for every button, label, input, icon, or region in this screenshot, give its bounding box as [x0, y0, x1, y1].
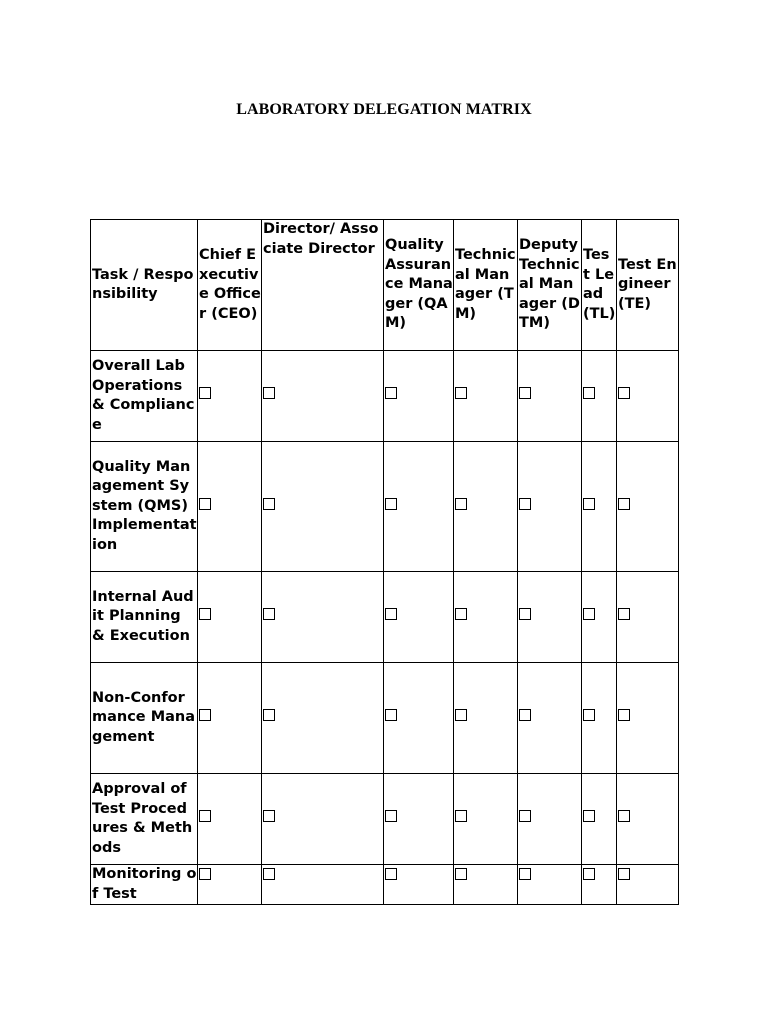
column-header-director: Director/ Associate Director	[262, 220, 384, 351]
task-cell: Overall Lab Operations & Compliance	[91, 351, 198, 442]
checkbox-cell[interactable]	[518, 774, 582, 865]
checkbox-cell[interactable]	[454, 351, 518, 442]
checkbox-icon[interactable]	[385, 498, 397, 510]
checkbox-icon[interactable]	[455, 709, 467, 721]
checkbox-cell[interactable]	[262, 442, 384, 572]
checkbox-icon[interactable]	[618, 709, 630, 721]
checkbox-cell[interactable]	[617, 865, 679, 905]
checkbox-cell[interactable]	[617, 572, 679, 663]
checkbox-cell[interactable]	[384, 865, 454, 905]
checkbox-cell[interactable]	[582, 572, 617, 663]
checkbox-icon[interactable]	[385, 709, 397, 721]
checkbox-cell[interactable]	[198, 774, 262, 865]
checkbox-cell[interactable]	[384, 663, 454, 774]
checkbox-icon[interactable]	[455, 608, 467, 620]
table-row	[91, 865, 679, 905]
task-cell: Non-Conformance Management	[91, 663, 198, 774]
checkbox-cell[interactable]	[617, 774, 679, 865]
checkbox-icon[interactable]	[199, 868, 211, 880]
checkbox-icon[interactable]	[618, 608, 630, 620]
checkbox-cell[interactable]	[582, 865, 617, 905]
checkbox-icon[interactable]	[618, 387, 630, 399]
checkbox-cell[interactable]	[617, 663, 679, 774]
checkbox-cell[interactable]	[262, 572, 384, 663]
checkbox-icon[interactable]	[618, 868, 630, 880]
checkbox-cell[interactable]	[384, 774, 454, 865]
checkbox-icon[interactable]	[519, 498, 531, 510]
checkbox-icon[interactable]	[455, 810, 467, 822]
checkbox-icon[interactable]	[385, 810, 397, 822]
checkbox-cell[interactable]	[262, 865, 384, 905]
column-header-te: Test Engineer (TE)	[617, 220, 679, 351]
document-title: LABORATORY DELEGATION MATRIX	[236, 101, 532, 118]
checkbox-icon[interactable]	[519, 608, 531, 620]
checkbox-icon[interactable]	[263, 810, 275, 822]
checkbox-cell[interactable]	[518, 351, 582, 442]
column-header-dtm: Deputy Technical Manager (DTM)	[518, 220, 582, 351]
checkbox-icon[interactable]	[455, 868, 467, 880]
checkbox-icon[interactable]	[199, 810, 211, 822]
checkbox-icon[interactable]	[263, 868, 275, 880]
table-row	[91, 663, 679, 774]
checkbox-cell[interactable]	[582, 442, 617, 572]
checkbox-cell[interactable]	[518, 442, 582, 572]
checkbox-cell[interactable]	[454, 442, 518, 572]
checkbox-icon[interactable]	[199, 608, 211, 620]
checkbox-cell[interactable]	[518, 572, 582, 663]
checkbox-cell[interactable]	[198, 351, 262, 442]
checkbox-cell[interactable]	[454, 865, 518, 905]
checkbox-icon[interactable]	[583, 498, 595, 510]
table-row	[91, 351, 679, 442]
checkbox-cell[interactable]	[518, 865, 582, 905]
checkbox-cell[interactable]	[582, 351, 617, 442]
checkbox-cell[interactable]	[198, 572, 262, 663]
column-header-task: Task / Responsibility	[91, 220, 198, 351]
checkbox-cell[interactable]	[384, 572, 454, 663]
column-header-qam: Quality Assurance Manager (QAM)	[384, 220, 454, 351]
table-row	[91, 774, 679, 865]
checkbox-icon[interactable]	[519, 709, 531, 721]
checkbox-icon[interactable]	[199, 387, 211, 399]
checkbox-icon[interactable]	[263, 498, 275, 510]
checkbox-cell[interactable]	[582, 774, 617, 865]
checkbox-icon[interactable]	[583, 387, 595, 399]
column-header-tl: Test Lead (TL)	[582, 220, 617, 351]
checkbox-icon[interactable]	[263, 387, 275, 399]
checkbox-icon[interactable]	[583, 810, 595, 822]
checkbox-cell[interactable]	[262, 351, 384, 442]
checkbox-cell[interactable]	[198, 865, 262, 905]
checkbox-icon[interactable]	[199, 709, 211, 721]
checkbox-icon[interactable]	[519, 868, 531, 880]
checkbox-cell[interactable]	[617, 442, 679, 572]
column-header-ceo: Chief Executive Officer (CEO)	[198, 220, 262, 351]
checkbox-icon[interactable]	[385, 868, 397, 880]
checkbox-icon[interactable]	[583, 868, 595, 880]
checkbox-icon[interactable]	[385, 387, 397, 399]
checkbox-cell[interactable]	[262, 663, 384, 774]
checkbox-icon[interactable]	[583, 608, 595, 620]
checkbox-cell[interactable]	[384, 442, 454, 572]
checkbox-cell[interactable]	[198, 442, 262, 572]
checkbox-cell[interactable]	[454, 774, 518, 865]
checkbox-cell[interactable]	[384, 351, 454, 442]
checkbox-icon[interactable]	[583, 709, 595, 721]
task-cell: Quality Management System (QMS) Implementation	[91, 442, 198, 572]
checkbox-icon[interactable]	[455, 498, 467, 510]
checkbox-icon[interactable]	[199, 498, 211, 510]
checkbox-cell[interactable]	[262, 774, 384, 865]
checkbox-cell[interactable]	[198, 663, 262, 774]
checkbox-icon[interactable]	[618, 810, 630, 822]
column-header-tm: Technical Manager (TM)	[454, 220, 518, 351]
task-cell: Approval of Test Procedures & Methods	[91, 774, 198, 865]
checkbox-icon[interactable]	[618, 498, 630, 510]
checkbox-icon[interactable]	[385, 608, 397, 620]
checkbox-cell[interactable]	[454, 663, 518, 774]
delegation-matrix-table	[90, 219, 679, 905]
task-cell: Monitoring of Test	[91, 865, 198, 905]
task-cell: Internal Audit Planning & Execution	[91, 572, 198, 663]
checkbox-icon[interactable]	[263, 709, 275, 721]
table-row	[91, 442, 679, 572]
checkbox-icon[interactable]	[455, 387, 467, 399]
table-row	[91, 572, 679, 663]
checkbox-icon[interactable]	[519, 387, 531, 399]
checkbox-cell[interactable]	[617, 351, 679, 442]
checkbox-icon[interactable]	[519, 810, 531, 822]
checkbox-icon[interactable]	[263, 608, 275, 620]
checkbox-cell[interactable]	[454, 572, 518, 663]
checkbox-cell[interactable]	[582, 663, 617, 774]
checkbox-cell[interactable]	[518, 663, 582, 774]
header-row	[91, 220, 679, 351]
